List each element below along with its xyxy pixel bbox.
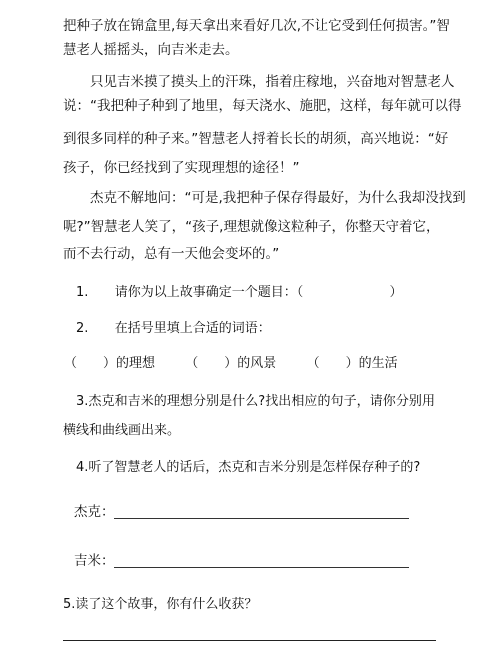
question-number: 2.	[76, 321, 89, 336]
question-2	[76, 320, 435, 338]
fill-in-ideal[interactable]: （ ）的理想	[64, 356, 156, 371]
passage-line: 把种子放在锦盒里,每天拿出来看好几次,不让它受到任何损害。”智	[63, 18, 450, 34]
jack-answer-line[interactable]	[114, 518, 409, 519]
question-4: 4.听了智慧老人的话后，杰克和吉米分别是怎样保存种子的?	[76, 460, 421, 475]
question-3-line-1: 3.杰克和吉米的理想分别是什么?找出相应的句子，请你分别用	[76, 394, 435, 409]
passage-line: 说：“我把种子种到了地里，每天浇水、施肥，这样，每年就可以得	[63, 98, 462, 114]
passage-line: 慧老人摇摇头，向吉米走去。	[63, 42, 239, 58]
question-3-line-2: 横线和曲线画出来。	[63, 423, 181, 438]
question-number: 1.	[76, 285, 89, 300]
fill-in-scenery[interactable]: （ ）的风景	[185, 356, 277, 371]
jack-label: 杰克：	[74, 504, 115, 520]
jimmy-label: 吉米：	[74, 553, 115, 569]
fill-in-life[interactable]: （ ）的生活	[306, 356, 398, 371]
passage-line: 只见吉米摸了摸头上的汗珠，指着庄稼地，兴奋地对智慧老人	[90, 74, 455, 90]
question-text: 请你为以上故事确定一个题目：（	[114, 285, 304, 300]
answer-line[interactable]	[63, 640, 436, 641]
passage-line: 而不去行动，总有一天他会变坏的。”	[63, 246, 280, 262]
passage-line: 呢?”智慧老人笑了，“孩子,理想就像这粒种子，你整天守着它，	[63, 219, 440, 235]
fill-in-row	[64, 355, 435, 373]
passage-line: 杰克不解地问：“可是,我把种子保存得最好，为什么我却没找到	[90, 190, 466, 206]
question-text: 在括号里填上合适的词语：	[114, 321, 271, 336]
question-5: 5.读了这个故事，你有什么收获？	[63, 597, 258, 612]
passage-line: 到很多同样的种子来。”智慧老人捋着长长的胡须，高兴地说：“好	[63, 131, 449, 147]
passage-line: 孩子，你已经找到了实现理想的途径！”	[63, 160, 300, 176]
jimmy-answer-line[interactable]	[114, 567, 409, 568]
question-1	[76, 284, 435, 302]
close-paren: ）	[389, 285, 403, 300]
